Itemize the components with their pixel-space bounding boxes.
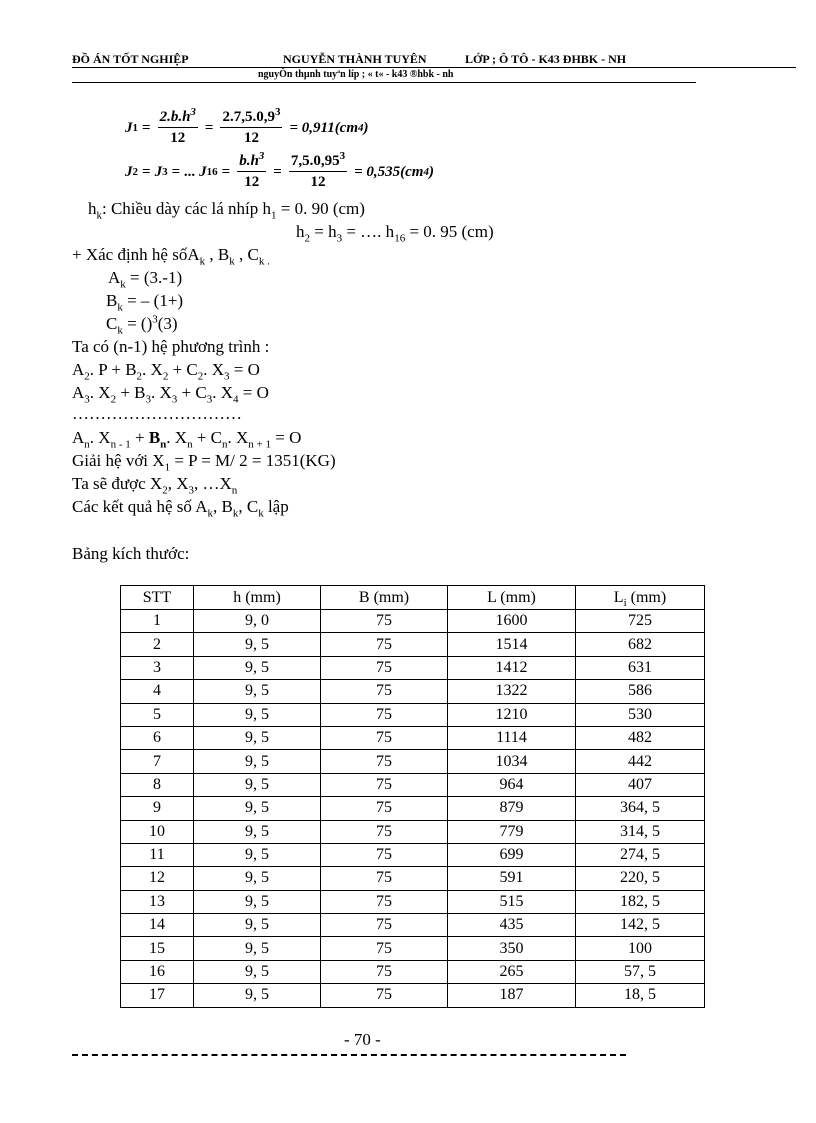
table-row <box>121 750 705 773</box>
header-class: LỚP ; Ô TÔ - K43 ĐHBK - NH <box>465 52 627 66</box>
table-cell: 75 <box>321 750 448 773</box>
table-cell: 4 <box>121 680 194 703</box>
table-cell: 75 <box>321 937 448 960</box>
eq1-f: = O <box>229 360 260 379</box>
table-cell: 75 <box>321 984 448 1007</box>
bk-sub: k <box>117 301 123 314</box>
get-sub1: 2 <box>162 484 168 497</box>
eq-j2-num-sup: 3 <box>258 150 265 162</box>
table-cell: 9, 5 <box>194 984 321 1007</box>
table-cell: 9, 5 <box>194 656 321 679</box>
table-row <box>121 610 705 633</box>
equation-line-n <box>72 427 301 449</box>
table-cell: 699 <box>448 843 576 866</box>
table-cell: 75 <box>321 610 448 633</box>
eq-j1-symbol: J <box>125 119 133 136</box>
eq1-c-sub: 2 <box>162 370 169 383</box>
table-cell: 75 <box>321 680 448 703</box>
eqn-b: . X <box>89 428 111 447</box>
eqn-a: A <box>72 428 85 447</box>
h2-dots: = …. h <box>342 222 395 241</box>
bk-label: B <box>106 291 118 310</box>
eq-j2-den2: 12 <box>310 174 326 190</box>
table-cell: 631 <box>576 656 705 679</box>
eqn-a-sub: n <box>84 438 90 451</box>
table-cell: 9, 5 <box>194 797 321 820</box>
table-cell: 1114 <box>448 726 576 749</box>
table-cell: 1 <box>121 610 194 633</box>
hk-sub: k <box>96 209 102 222</box>
table-cell: 482 <box>576 726 705 749</box>
eq1-c: . X <box>142 360 163 379</box>
equation-j2: J 2 = J 3 = ... J 16 = $\frac{b.h^3}{12}$ = $\frac{7,5.0,95^3}{12}$ = 0,535(cm 4 ) <box>125 150 434 190</box>
table-cell: 7 <box>121 750 194 773</box>
ck-sup: 3 <box>152 313 158 326</box>
table-cell: 18, 5 <box>576 984 705 1007</box>
eq2-g: = O <box>238 383 269 402</box>
eq2-b-sub: 2 <box>110 393 117 406</box>
subline-rule <box>72 82 696 83</box>
eq1-a: A <box>72 360 85 379</box>
table-cell: 75 <box>321 867 448 890</box>
eq1-e: . X <box>203 360 225 379</box>
table-cell: 3 <box>121 656 194 679</box>
eq2-c: + B <box>116 383 146 402</box>
res-a: Các kết quả hệ số A <box>72 497 208 516</box>
li-sub: i <box>623 596 627 609</box>
eqn-d-sub: n <box>187 438 193 451</box>
table-cell: 75 <box>321 703 448 726</box>
h1-sub: 1 <box>271 209 277 222</box>
table-cell: 13 <box>121 890 194 913</box>
eq-j1-num: 2.b.h <box>159 109 191 125</box>
table-cell: 725 <box>576 610 705 633</box>
get-a: Ta sẽ được X <box>72 474 163 493</box>
header-left: ĐỒ ÁN TỐT NGHIỆP <box>72 52 189 66</box>
table-cell: 142, 5 <box>576 914 705 937</box>
table-cell: 9, 5 <box>194 937 321 960</box>
table-cell: 682 <box>576 633 705 656</box>
table-cell: 779 <box>448 820 576 843</box>
get-b: , X <box>167 474 189 493</box>
eq-j2-fraction-1 <box>237 152 266 192</box>
h2-mid: = h <box>310 222 337 241</box>
solve-sub: 1 <box>164 461 171 474</box>
table-cell: 187 <box>448 984 576 1007</box>
table-cell: 530 <box>576 703 705 726</box>
coef-k1: k <box>199 255 206 268</box>
eq1-d: + C <box>168 360 198 379</box>
table-cell: 9, 5 <box>194 843 321 866</box>
table-cell: 12 <box>121 867 194 890</box>
table-title: Bảng kích thước: <box>72 544 190 563</box>
table-row <box>121 843 705 866</box>
table-cell: 16 <box>121 960 194 983</box>
res-sub2: k <box>232 507 239 520</box>
eq-j2-num2-sup: 3 <box>339 150 346 162</box>
eq-j2-den: 12 <box>244 174 260 190</box>
table-cell: 9, 5 <box>194 890 321 913</box>
ck-line <box>106 313 178 335</box>
eq2-e: + C <box>177 383 207 402</box>
eqn-b-sub: n - 1 <box>110 438 131 451</box>
table-cell: 314, 5 <box>576 820 705 843</box>
table-cell: 2 <box>121 633 194 656</box>
table-cell: 591 <box>448 867 576 890</box>
eqn-bold-b: B <box>148 428 161 447</box>
eq-j1-num2-sup: 3 <box>274 106 281 118</box>
h1-value: = 0. 90 (cm) <box>276 199 365 218</box>
col-header-h: h (mm) <box>194 586 321 610</box>
dimensions-table <box>120 585 705 1008</box>
table-cell: 9, 5 <box>194 750 321 773</box>
table-cell: 182, 5 <box>576 890 705 913</box>
col-header-li <box>576 586 705 610</box>
table-cell: 1322 <box>448 680 576 703</box>
table-cell: 1412 <box>448 656 576 679</box>
table-row <box>121 703 705 726</box>
table-row <box>121 867 705 890</box>
table-cell: 586 <box>576 680 705 703</box>
coef-c: , C <box>234 245 259 264</box>
eq-j1-fraction-2 <box>220 108 282 148</box>
eq-j1-den: 12 <box>170 130 186 146</box>
get-sub3: n <box>231 484 238 497</box>
eqn-e: + C <box>192 428 223 447</box>
coef-k3: k . <box>258 255 270 268</box>
dots-line: ………………………… <box>72 404 242 423</box>
table-cell: 220, 5 <box>576 867 705 890</box>
eq-j2-symbol: J <box>125 163 133 180</box>
eq-j3-symbol: J <box>154 163 163 180</box>
table-cell: 9, 5 <box>194 820 321 843</box>
hk-text: : Chiều dày các lá nhíp h <box>102 199 272 218</box>
table-cell: 100 <box>576 937 705 960</box>
h16-sub: 16 <box>394 232 406 245</box>
table-cell: 9, 5 <box>194 726 321 749</box>
res-sub1: k <box>207 507 213 520</box>
ck-value-2: (3) <box>157 314 178 333</box>
table-cell: 75 <box>321 773 448 796</box>
table-cell: 9, 5 <box>194 773 321 796</box>
footer-dashed-rule <box>72 1054 626 1056</box>
table-cell: 1600 <box>448 610 576 633</box>
eq2-c-sub: 3 <box>145 393 151 406</box>
eqn-g: = O <box>271 428 302 447</box>
coef-title <box>72 244 270 266</box>
ak-line <box>108 267 182 289</box>
table-cell: 75 <box>321 726 448 749</box>
ak-label: A <box>108 268 121 287</box>
coef-title-text: + Xác định hệ sốA <box>72 245 200 264</box>
eq-j1-den2: 12 <box>243 130 259 146</box>
eq2-e-sub: 3 <box>206 393 213 406</box>
eq-j2-fraction-2 <box>289 152 347 192</box>
header-subline: nguyÔn thµnh tuyªn líp ; « t« - k43 ®hbk - nh <box>258 69 454 80</box>
table-cell: 9 <box>121 797 194 820</box>
table-cell: 274, 5 <box>576 843 705 866</box>
table-cell: 75 <box>321 797 448 820</box>
eq1-d-sub: 2 <box>197 370 204 383</box>
eq2-f: . X <box>212 383 233 402</box>
eq1-a-sub: 2 <box>84 370 90 383</box>
ak-sub: k <box>120 278 126 291</box>
table-cell: 15 <box>121 937 194 960</box>
h2-label: h <box>296 222 305 241</box>
eq-j1-fraction-1 <box>158 108 198 148</box>
eq2-d-sub: 3 <box>171 393 178 406</box>
ck-sub: k <box>117 324 123 337</box>
table-cell: 57, 5 <box>576 960 705 983</box>
h2-sub: 2 <box>304 232 310 245</box>
res-b: , B <box>213 497 233 516</box>
table-cell: 9, 0 <box>194 610 321 633</box>
table-cell: 75 <box>321 960 448 983</box>
table-row <box>121 726 705 749</box>
table-cell: 1210 <box>448 703 576 726</box>
get-line <box>72 473 237 495</box>
table-cell: 9, 5 <box>194 960 321 983</box>
table-row <box>121 680 705 703</box>
eqn-f-sub: n + 1 <box>248 438 272 451</box>
table-row <box>121 984 705 1007</box>
table-row <box>121 890 705 913</box>
table-cell: 265 <box>448 960 576 983</box>
eq-j2-num2: 7,5.0,95 <box>290 153 340 169</box>
eq1-b: . P + B <box>89 360 137 379</box>
equation-line-2 <box>72 382 269 404</box>
table-cell: 14 <box>121 914 194 937</box>
table-cell: 75 <box>321 843 448 866</box>
result-line <box>72 496 289 518</box>
eq-j16-symbol: J <box>199 163 207 180</box>
eq2-d: . X <box>151 383 172 402</box>
table-row <box>121 797 705 820</box>
ck-value-1: = () <box>122 314 153 333</box>
eq2-a-sub: 3 <box>84 393 90 406</box>
table-cell: 407 <box>576 773 705 796</box>
table-cell: 9, 5 <box>194 633 321 656</box>
system-intro: Ta có (n-1) hệ phương trình : <box>72 337 270 356</box>
li-label: L <box>613 588 624 606</box>
table-row <box>121 937 705 960</box>
coef-b: , B <box>205 245 230 264</box>
table-cell: 350 <box>448 937 576 960</box>
table-cell: 17 <box>121 984 194 1007</box>
table-cell: 9, 5 <box>194 914 321 937</box>
eq1-b-sub: 2 <box>136 370 143 383</box>
h3-sub: 3 <box>336 232 343 245</box>
table-cell: 75 <box>321 914 448 937</box>
table-cell: 1514 <box>448 633 576 656</box>
equation-line-1 <box>72 359 260 381</box>
eq-j2-num: b.h <box>239 153 259 169</box>
h2-line <box>296 221 494 243</box>
res-c: , C <box>238 497 259 516</box>
table-row <box>121 914 705 937</box>
eqn-c: + <box>130 428 149 447</box>
coef-k2: k <box>229 255 235 268</box>
table-header-row <box>121 586 705 610</box>
table-cell: 75 <box>321 633 448 656</box>
table-cell: 515 <box>448 890 576 913</box>
table-cell: 435 <box>448 914 576 937</box>
get-sub2: 3 <box>188 484 194 497</box>
eqn-e-sub: n <box>222 438 228 451</box>
page-number: - 70 - <box>344 1030 381 1049</box>
header-rule <box>72 67 796 68</box>
solve-a: Giải hệ với X <box>72 451 165 470</box>
eq2-b: . X <box>89 383 111 402</box>
eq-j1-result: = 0,911(cm <box>289 119 359 136</box>
table-cell: 964 <box>448 773 576 796</box>
table-row <box>121 656 705 679</box>
table-row <box>121 820 705 843</box>
ck-label: C <box>106 314 118 333</box>
table-cell: 10 <box>121 820 194 843</box>
table-cell: 75 <box>321 656 448 679</box>
li-unit: (mm) <box>626 588 667 606</box>
table-cell: 9, 5 <box>194 703 321 726</box>
eqn-bold-sub: n <box>160 438 167 451</box>
eq-j2-result: = 0,535(cm <box>354 163 424 180</box>
res-d: lập <box>263 497 289 516</box>
hk-line <box>88 198 365 220</box>
equation-j1: J 1 = $\frac{2.b.h^3}{12}$ = $\frac{2.7,5.0,9^3}{12}$ = 0,911(cm 4 ) <box>125 106 369 146</box>
eq-j1-num2: 2.7,5.0,9 <box>222 109 275 125</box>
eq2-f-sub: 4 <box>233 393 239 406</box>
table-cell: 75 <box>321 890 448 913</box>
table-row <box>121 633 705 656</box>
ak-value: = (3.-1) <box>125 268 183 287</box>
table-cell: 879 <box>448 797 576 820</box>
get-c: , …X <box>193 474 232 493</box>
solve-line <box>72 450 336 472</box>
col-header-b: B (mm) <box>321 586 448 610</box>
table-cell: 1034 <box>448 750 576 773</box>
table-cell: 11 <box>121 843 194 866</box>
res-sub3: k <box>258 507 264 520</box>
hk-label: h <box>88 199 97 218</box>
table-cell: 9, 5 <box>194 680 321 703</box>
h2-value: = 0. 95 (cm) <box>405 222 494 241</box>
table-cell: 442 <box>576 750 705 773</box>
table-cell: 9, 5 <box>194 867 321 890</box>
eq1-e-sub: 3 <box>224 370 230 383</box>
table-cell: 6 <box>121 726 194 749</box>
table-cell: 5 <box>121 703 194 726</box>
eqn-d: . X <box>166 428 188 447</box>
eq-j1-num-sup: 3 <box>190 106 196 118</box>
col-header-l: L (mm) <box>448 586 576 610</box>
bk-value: = – (1+) <box>122 291 184 310</box>
solve-b: = P = M/ 2 = 1351(KG) <box>170 451 336 470</box>
table-cell: 75 <box>321 820 448 843</box>
table-cell: 364, 5 <box>576 797 705 820</box>
eqn-f: . X <box>227 428 249 447</box>
col-header-stt: STT <box>121 586 194 610</box>
table-cell: 8 <box>121 773 194 796</box>
table-row <box>121 960 705 983</box>
table-row <box>121 773 705 796</box>
eq2-a: A <box>72 383 85 402</box>
header-author: NGUYỄN THÀNH TUYÊN <box>283 52 427 66</box>
bk-line <box>106 290 183 312</box>
